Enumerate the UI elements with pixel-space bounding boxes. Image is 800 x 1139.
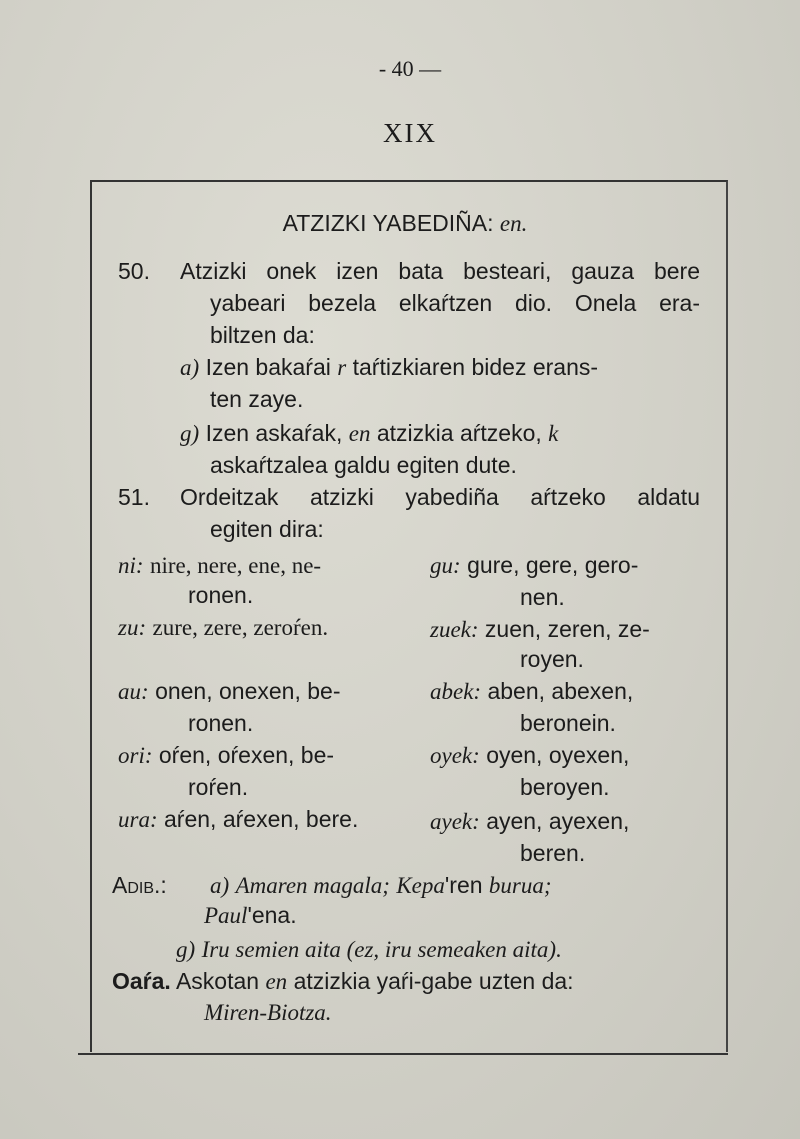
pronoun-abek-label: abek: [430, 679, 482, 704]
rule-a [180, 352, 700, 383]
rule-g-en: en [348, 421, 371, 446]
example-g-text: Iru semien aita (ez, iru semeaken aita). [201, 937, 562, 962]
example-a-paul: Paul [204, 903, 248, 928]
pronoun-ori [118, 740, 334, 771]
pronoun-zuek-label: zuek: [430, 617, 479, 642]
rule-a-text: Izen bakaŕai [205, 354, 331, 380]
rule-a-r: r [337, 355, 347, 380]
pronoun-ni-cont: ronen. [188, 582, 254, 608]
note-text-2: atzizkia yaŕi-gabe uzten da: [293, 968, 574, 994]
pronoun-ura-forms: aŕen, aŕexen, bere. [164, 806, 359, 832]
rule-g-k: k [548, 421, 559, 446]
note-text-1: Askotan [175, 968, 260, 994]
pronoun-au-forms: onen, onexen, be- [155, 678, 341, 704]
pronoun-ni-label: ni: [118, 553, 144, 578]
pronoun-oyek [430, 740, 629, 771]
bottom-rule [78, 1053, 728, 1055]
pronoun-ura-label: ura: [118, 807, 158, 832]
rule-a-line-2: ten zaye. [210, 386, 304, 412]
section-51-number: 51. [118, 484, 150, 510]
rule-g-line-2: askaŕtzalea galdu egiten dute. [210, 452, 517, 478]
example-a-text: Amaren magala; [235, 873, 390, 898]
note-en: en [265, 969, 288, 994]
pronoun-oyek-cont: beroyen. [520, 774, 610, 800]
example-a-ena: 'ena. [247, 902, 297, 928]
section-50-line-1: Atzizki onek izen bata besteari, gauza bere [180, 258, 700, 284]
pronoun-gu-cont: nen. [520, 584, 565, 610]
pronoun-oyek-label: oyek: [430, 743, 480, 768]
pronoun-au-cont: ronen. [188, 710, 254, 736]
pronoun-abek [430, 676, 633, 707]
pronoun-oyek-forms: oyen, oyexen, [486, 742, 630, 768]
rule-g-label: g) [180, 421, 200, 446]
heading-suffix: en. [499, 211, 528, 236]
pronoun-ayek-cont: beren. [520, 840, 586, 866]
section-50-line-3: biltzen da: [210, 322, 315, 348]
rule-g-text-1: Izen askaŕak, [205, 420, 343, 446]
pronoun-gu-forms: gure, gere, gero- [467, 552, 639, 578]
page-number: - 40 — [378, 56, 442, 81]
rule-g-text-2: atzizkia aŕtzeko, [376, 420, 542, 446]
chapter-number: XIX [383, 118, 437, 148]
rule-a-rest: taŕtizkiaren bidez erans- [352, 354, 599, 380]
example-a-kepa: Kepa [396, 873, 445, 898]
pronoun-ni-forms: nire, nere, ene, ne- [149, 553, 322, 578]
note-example: Miren-Biotza. [204, 1000, 332, 1025]
example-a-ren: 'ren [444, 872, 483, 898]
pronoun-zu-label: zu: [118, 615, 147, 640]
pronoun-gu [430, 550, 638, 581]
pronoun-abek-cont: beronein. [520, 710, 616, 736]
example-a-burua: burua; [488, 873, 552, 898]
note-label: Oaŕa. [112, 968, 171, 994]
pronoun-zuek [430, 614, 650, 645]
heading-text: ATZIZKI YABEDIÑA: [282, 210, 494, 236]
pronoun-ura [118, 804, 358, 835]
example-a-label: a) [210, 873, 230, 898]
section-51-line-1: Ordeitzak atzizki yabediña aŕtzeko aldatu [180, 484, 700, 510]
pronoun-au [118, 676, 341, 707]
pronoun-abek-forms: aben, abexen, [487, 678, 634, 704]
example-a [210, 870, 700, 901]
pronoun-zuek-forms: zuen, zeren, ze- [484, 616, 650, 642]
section-heading [0, 210, 800, 237]
example-label-text: Adib.: [112, 872, 167, 898]
pronoun-ori-cont: roŕen. [188, 774, 249, 800]
pronoun-ori-forms: oŕen, oŕexen, be- [158, 742, 335, 768]
example-label [112, 870, 167, 900]
pronoun-ayek-label: ayek: [430, 809, 480, 834]
example-g-label: g) [176, 937, 196, 962]
pronoun-zu [118, 612, 328, 643]
pronoun-au-label: au: [118, 679, 149, 704]
pronoun-ayek [430, 806, 629, 837]
section-50-line-2: yabeari bezela elkaŕtzen dio. Onela era- [210, 290, 700, 316]
pronoun-zu-forms: zure, zere, zeroŕen. [152, 615, 329, 640]
pronoun-zuek-cont: royen. [520, 646, 584, 672]
section-51-line-2: egiten dira: [210, 516, 324, 542]
rule-g [180, 418, 700, 449]
example-g [176, 934, 562, 965]
section-50-number: 50. [118, 258, 150, 284]
note [112, 966, 702, 997]
pronoun-ayek-forms: ayen, ayexen, [486, 808, 630, 834]
pronoun-gu-label: gu: [430, 553, 461, 578]
rule-a-label: a) [180, 355, 200, 380]
pronoun-ori-label: ori: [118, 743, 153, 768]
example-a-line-2 [204, 900, 297, 931]
pronoun-ni [118, 550, 321, 581]
